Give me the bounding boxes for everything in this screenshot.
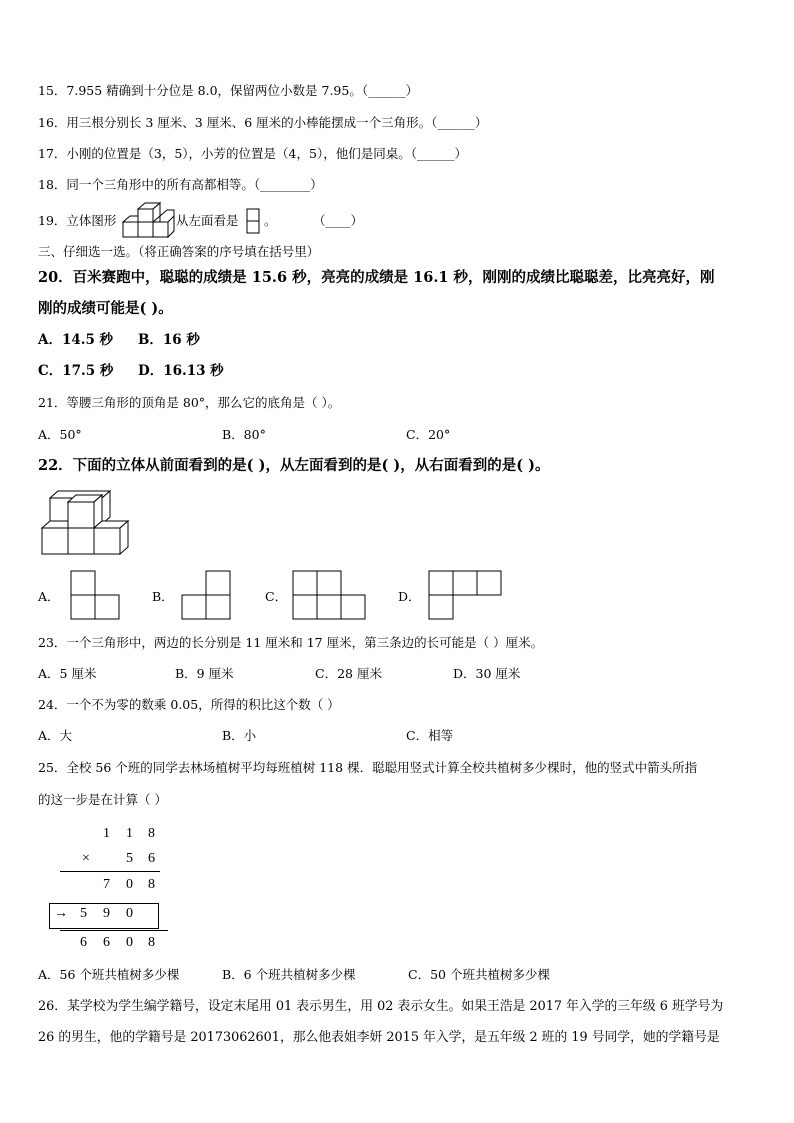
calc-digit: 8 — [148, 877, 155, 892]
calc-digit: 0 — [126, 877, 133, 892]
question-19-text-a: 19．立体图形 — [38, 213, 117, 228]
calc-digit: 6 — [148, 851, 155, 866]
calc-digit: 8 — [148, 826, 155, 841]
q20-option-b: B．16 秒 — [138, 332, 200, 348]
q19-left-view — [246, 208, 260, 235]
q24-option-c: C．相等 — [406, 728, 454, 743]
calc-digit: 1 — [126, 826, 133, 841]
q20-option-c: C．17.5 秒 — [38, 363, 114, 379]
q21-option-c: C．20° — [406, 427, 451, 442]
section-3-heading: 三、仔细选一选。（将正确答案的序号填在括号里） — [38, 244, 320, 259]
q23-option-d: D．30 厘米 — [453, 666, 521, 681]
q23-option-c: C．28 厘米 — [315, 666, 382, 681]
calc-times-sign: × — [82, 851, 90, 866]
question-18: 18．同一个三角形中的所有高都相等。（________） — [38, 177, 323, 192]
q20-option-a: A．14.5 秒 — [38, 332, 114, 348]
q22-option-a-figure — [70, 570, 120, 622]
calc-digit: 5 — [80, 906, 87, 921]
question-20-line1: 20．百米赛跑中，聪聪的成绩是 15.6 秒，亮亮的成绩是 16.1 秒，刚刚的成绩比聪聪差，比亮亮好，刚 — [38, 269, 715, 286]
question-20-line2: 刚的成绩可能是( )。 — [38, 300, 173, 317]
question-22: 22．下面的立体从前面看到的是( )，从左面看到的是( )，从右面看到的是( )。 — [38, 457, 550, 474]
calc-digit: 1 — [103, 826, 110, 841]
q21-option-b: B．80° — [222, 427, 266, 442]
q25-option-a: A．56 个班共植树多少棵 — [38, 967, 180, 982]
question-17: 17．小刚的位置是（3，5），小芳的位置是（4，5），他们是同桌。（______） — [38, 146, 467, 161]
q23-option-b: B．9 厘米 — [175, 666, 234, 681]
q24-option-a: A．大 — [38, 728, 73, 743]
calc-digit: 8 — [148, 935, 155, 950]
question-25-line1: 25．全校 56 个班的同学去林场植树平均每班植树 118 棵．聪聪用竖式计算全校共植树多少棵时，他的竖式中箭头所指 — [38, 760, 698, 775]
calc-digit: 9 — [103, 906, 110, 921]
question-15: 15．7.955 精确到十分位是 8.0，保留两位小数是 7.95。（______） — [38, 83, 419, 98]
question-26-line1: 26．某学校为学生编学籍号，设定末尾用 01 表示男生，用 02 表示女生。如果王浩是 2017 年入学的三年级 6 班学号为 — [38, 999, 724, 1014]
q22-option-a: A． — [38, 589, 60, 604]
q22-option-c-figure — [292, 570, 366, 622]
question-24: 24．一个不为零的数乘 0.05，所得的积比这个数（ ） — [38, 697, 340, 712]
q21-option-a: A．50° — [38, 427, 82, 442]
q22-option-d-figure — [428, 570, 502, 622]
calc-digit: 0 — [126, 935, 133, 950]
question-26-line2: 26 的男生，他的学籍号是 20173062601，那么他表姐李妍 2015 年入学，是五年级 2 班的 19 号同学，她的学籍号是 — [38, 1030, 720, 1045]
q23-option-a: A．5 厘米 — [38, 666, 97, 681]
question-19-text-c: 。 — [264, 213, 277, 228]
q22-option-b-figure — [181, 570, 231, 622]
calc-digit: 5 — [126, 851, 133, 866]
q22-solid-figure — [40, 490, 132, 556]
calc-digit: 0 — [126, 906, 133, 921]
question-23: 23．一个三角形中，两边的长分别是 11 厘米和 17 厘米，第三条边的长可能是（ ）厘米。 — [38, 635, 544, 650]
q20-option-d: D．16.13 秒 — [138, 363, 224, 379]
arrow-icon: → — [54, 906, 68, 921]
calc-digit: 6 — [80, 935, 87, 950]
question-19-answer: （____） — [313, 213, 364, 228]
q25-option-c: C．50 个班共植树多少棵 — [408, 967, 550, 982]
q25-option-b: B．6 个班共植树多少棵 — [222, 967, 356, 982]
q22-option-c: C． — [265, 589, 288, 604]
question-16: 16．用三根分别长 3 厘米、3 厘米、6 厘米的小棒能摆成一个三角形。（______） — [38, 115, 488, 130]
question-25-line2: 的这一步是在计算（ ） — [38, 792, 167, 807]
q19-solid-figure — [122, 200, 177, 240]
calc-digit: 6 — [103, 935, 110, 950]
question-21: 21．等腰三角形的顶角是 80°，那么它的底角是（ ）。 — [38, 395, 341, 410]
q22-option-d: D． — [398, 589, 421, 604]
calc-rule — [60, 871, 160, 872]
calc-digit: 7 — [103, 877, 110, 892]
question-19-text-b: 从左面看是 — [176, 213, 239, 228]
calc-rule — [60, 930, 168, 931]
q24-option-b: B．小 — [222, 728, 257, 743]
q22-option-b: B． — [152, 589, 174, 604]
